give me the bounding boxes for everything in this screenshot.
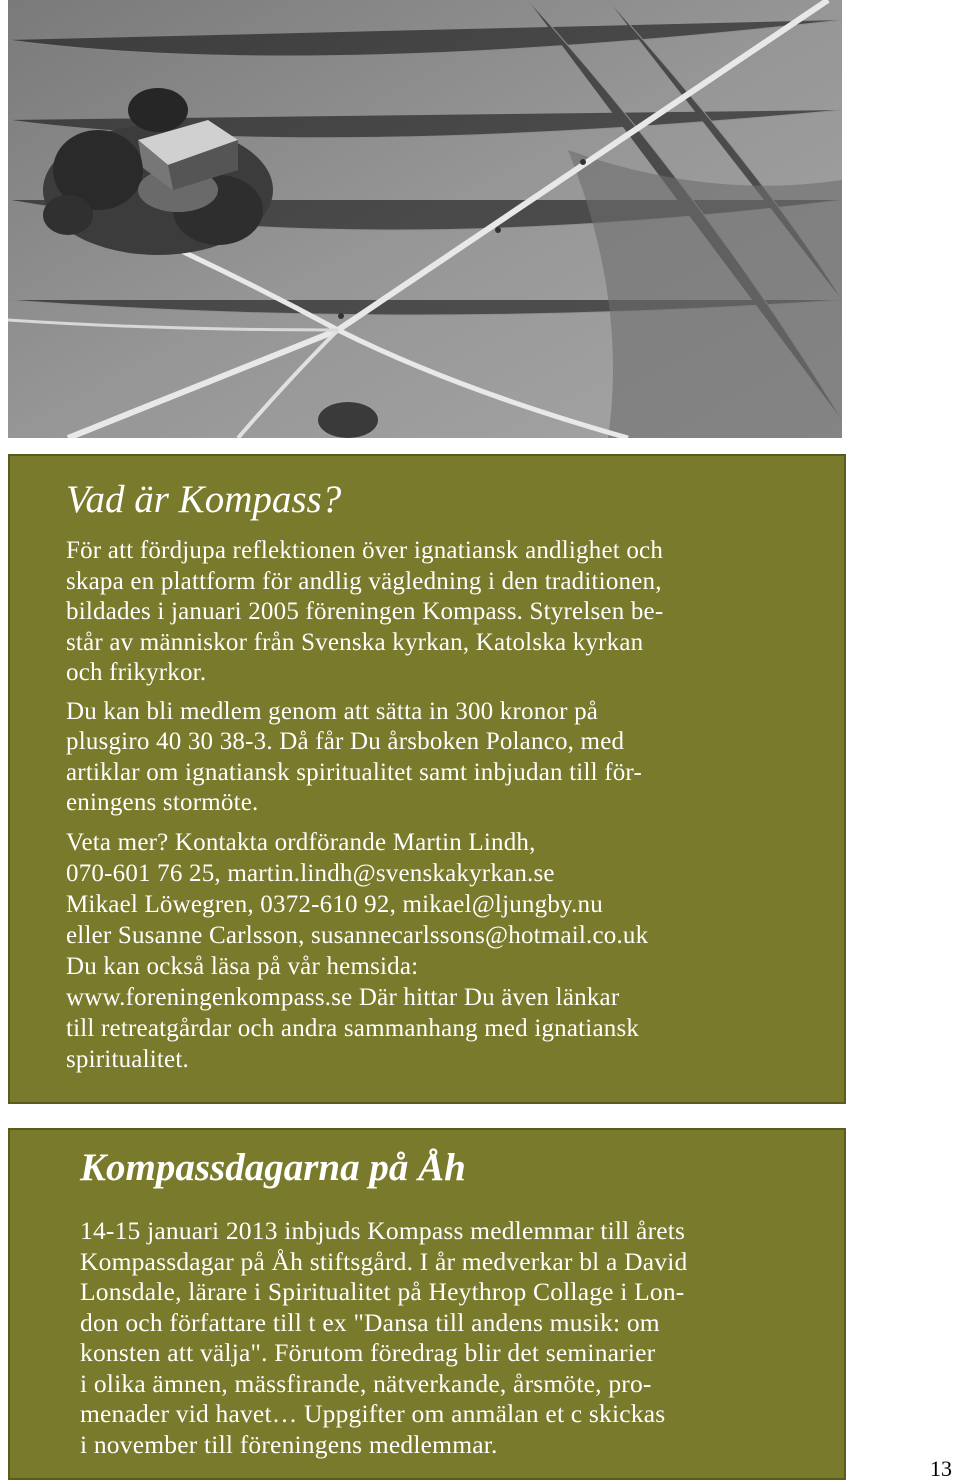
page-number: 13: [930, 1456, 952, 1481]
intro-paragraph: [66, 536, 788, 689]
text-line: i olika ämnen, mässfirande, nätverkande, årsmöte, pro-: [80, 1368, 652, 1398]
text-line: Veta mer? Kontakta ordförande Martin Lindh,: [66, 828, 536, 856]
text-line: bildades i januari 2005 föreningen Kompass. Styrelsen be-: [66, 598, 664, 625]
text-line: 070-601 76 25, martin.lindh@svenskakyrkan.se: [66, 859, 555, 887]
text-line: konsten att välja". Förutom föredrag blir det seminarier: [80, 1338, 656, 1367]
text-line: Mikael Löwegren, 0372-610 92, mikael@ljungby.nu: [66, 890, 603, 918]
text-line: i november till föreningens medlemmar.: [80, 1429, 498, 1459]
text-line: menader vid havet… Uppgifter om anmälan et c skickas: [80, 1399, 666, 1428]
membership-paragraph: [66, 697, 788, 819]
section-title: Vad är Kompass?: [66, 478, 342, 521]
text-line: 14-15 januari 2013 inbjuds Kompass medlemmar till årets: [80, 1216, 686, 1245]
text-line: plusgiro 40 30 38-3. Då får Du årsboken Polanco, med: [66, 728, 625, 755]
contact-paragraph: [66, 827, 788, 1075]
text-line: artiklar om ignatiansk spiritualitet samt inbjudan till för-: [66, 758, 642, 786]
text-line: don och författare till t ex "Dansa till andens musik: om: [80, 1307, 660, 1337]
aerial-farmhouse-crossroads-icon: [8, 0, 842, 438]
text-line: skapa en plattform för andlig vägledning i den traditionen,: [66, 567, 662, 595]
info-box-kompass: [8, 454, 846, 1104]
text-line: Du kan också läsa på vår hemsida:: [66, 952, 419, 980]
text-line: Du kan bli medlem genom att sätta in 300 kronor på: [66, 697, 599, 725]
text-line: spiritualitet.: [66, 1045, 189, 1073]
section-title: Kompassdagarna på Åh: [80, 1146, 466, 1189]
text-line: www.foreningenkompass.se Där hittar Du även länkar: [66, 983, 620, 1011]
text-line: För att fördjupa reflektionen över ignatiansk andlighet och: [66, 537, 664, 564]
text-line: och frikyrkor.: [66, 659, 207, 686]
text-line: eningens stormöte.: [66, 789, 259, 816]
text-line: Kompassdagar på Åh stiftsgård. I år medverkar bl a David: [80, 1246, 688, 1276]
aerial-photo: [8, 0, 842, 438]
text-line: Lonsdale, lärare i Spiritualitet på Heythrop Collage i Lon-: [80, 1277, 685, 1306]
event-paragraph: [80, 1216, 774, 1460]
text-line: eller Susanne Carlsson, susannecarlssons@hotmail.co.uk: [66, 921, 649, 949]
text-line: till retreatgårdar och andra sammanhang med ignatiansk: [66, 1014, 640, 1042]
text-line: står av människor från Svenska kyrkan, Katolska kyrkan: [66, 628, 644, 656]
info-box-kompassdagarna: [8, 1128, 846, 1480]
